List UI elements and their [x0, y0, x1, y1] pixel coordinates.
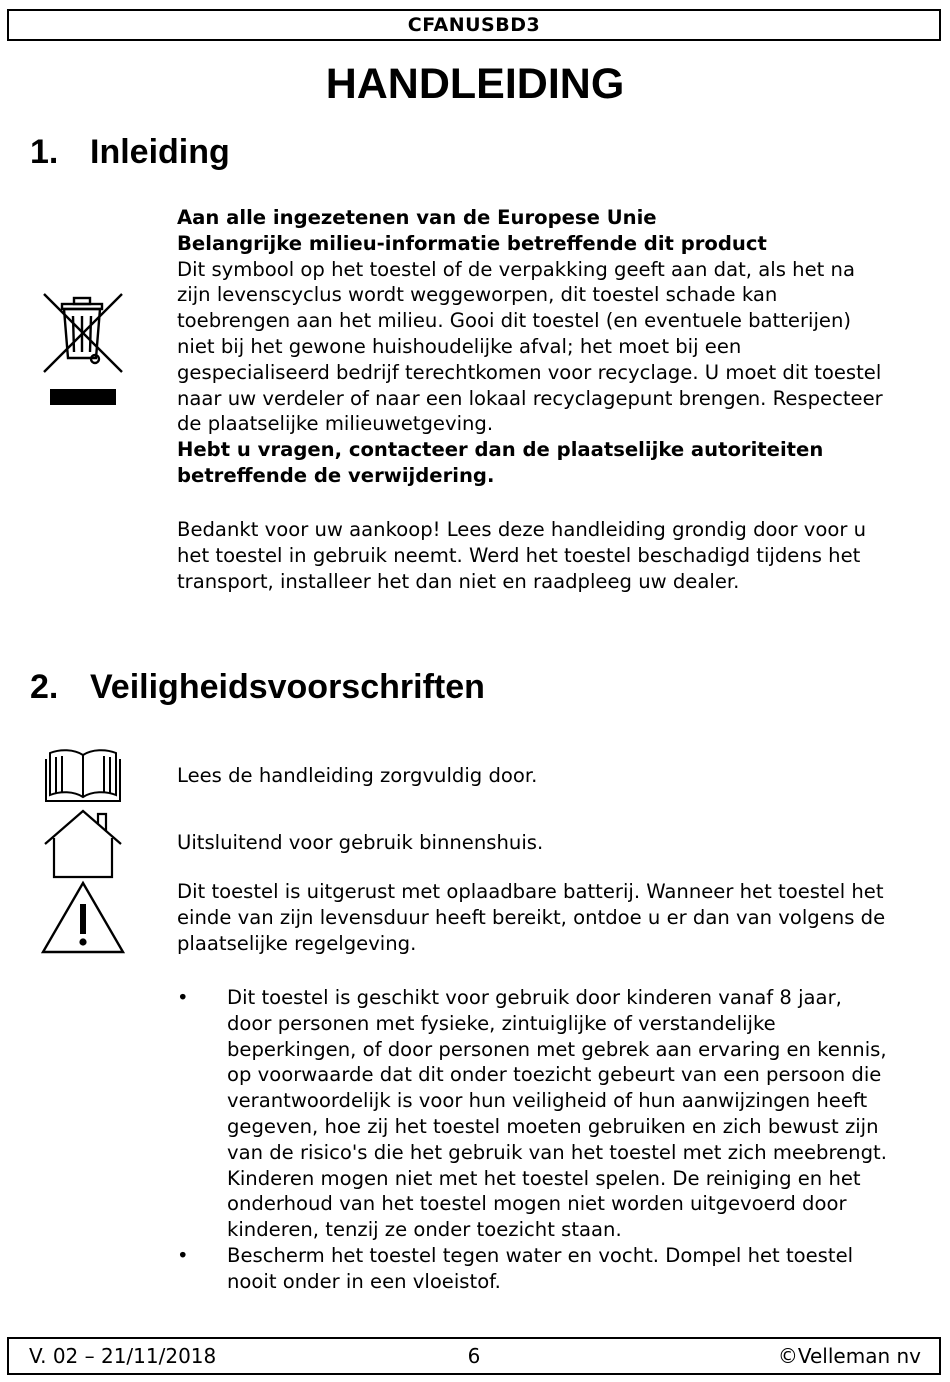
- section-2-title: Veiligheidsvoorschriften: [90, 668, 485, 706]
- footer: [7, 1337, 941, 1375]
- list-item: [177, 985, 892, 1243]
- weee-paragraph: Dit symbool op het toestel of de verpakking geeft aan dat, als het na zijn levenscyclus wordt weggeworpen, dit toestel schade kan toebrengen aan het milieu. Gooi dit toestel (en eventuele batterijen) niet bij het gewone huishoudelijke afval; het moet bij een gespecialiseerd bedrijf terechtkomen voor recyclage. U moet dit toestel naar uw verdeler of naar een lokaal recyclagepunt brengen. Respecteer de plaatselijke milieuwetgeving.: [177, 257, 883, 436]
- thanks-paragraph: Bedankt voor uw aankoop! Lees deze handleiding grondig door voor u het toestel in gebruik neemt. Werd het toestel beschadigd tijdens het transport, installeer het dan niet en raadpleeg uw dealer.: [177, 518, 867, 593]
- book-icon: [44, 745, 122, 805]
- warning-triangle-icon: [40, 880, 126, 956]
- list-item: [177, 1243, 892, 1295]
- safety-bullet-list: [177, 985, 892, 1295]
- page-title: HANDLEIDING: [325, 60, 625, 108]
- section-1-heading: [30, 132, 230, 172]
- bullet-symbol: •: [177, 986, 189, 1009]
- bullet-symbol: •: [177, 1243, 189, 1267]
- environment-info-line: Belangrijke milieu-informatie betreffende dit product: [177, 231, 767, 255]
- read-manual-text: Lees de handleiding zorgvuldig door.: [177, 764, 538, 787]
- footer-page-number: 6: [467, 1344, 481, 1368]
- indoor-only-text: Uitsluitend voor gebruik binnenshuis.: [177, 831, 544, 854]
- weee-bin-icon: [40, 290, 126, 410]
- weee-notice: [177, 205, 892, 489]
- eu-residents-line: Aan alle ingezetenen van de Europese Unie: [177, 206, 657, 229]
- contact-authorities-line: Hebt u vragen, contacteer dan de plaatselijke autoriteiten betreffende de verwijdering.: [177, 438, 824, 487]
- bullet-text: Dit toestel is geschikt voor gebruik door kinderen vanaf 8 jaar, door personen met fysieke, zintuiglijke of verstandelijke beperkingen, of door personen met gebrek aan ervaring en kennis, op voorwaarde dat dit onder toezicht gebeurt van een persoon die verantwoordelijk is voor hun veiligheid of hun aanwijzingen heeft gegeven, hoe zij het toestel moeten gebruiken en zich bewust zijn van de risico's die het gebruik van het toestel met zich meebrengt. Kinderen mogen niet met het toestel spelen. De reiniging en het onderhoud van het toestel mogen niet worden uitgevoerd door kinderen, tenzij ze onder toezicht staan.: [227, 986, 887, 1242]
- house-icon: [42, 808, 124, 880]
- section-2-number: 2.: [30, 668, 59, 706]
- bullet-text: Bescherm het toestel tegen water en vocht. Dompel het toestel nooit onder in een vloeistof.: [227, 1243, 854, 1293]
- battery-warning-text: Dit toestel is uitgerust met oplaadbare batterij. Wanneer het toestel het einde van zijn levensduur heeft bereikt, ontdoe u er dan van volgens de plaatselijke regelgeving.: [177, 880, 886, 955]
- section-1-number: 1.: [30, 133, 59, 171]
- footer-copyright: ©Velleman nv: [777, 1344, 921, 1368]
- section-2-heading: [30, 667, 485, 707]
- header-model: CFANUSBD3: [7, 9, 941, 41]
- section-1-title: Inleiding: [90, 133, 230, 171]
- footer-version: V. 02 – 21/11/2018: [29, 1344, 217, 1368]
